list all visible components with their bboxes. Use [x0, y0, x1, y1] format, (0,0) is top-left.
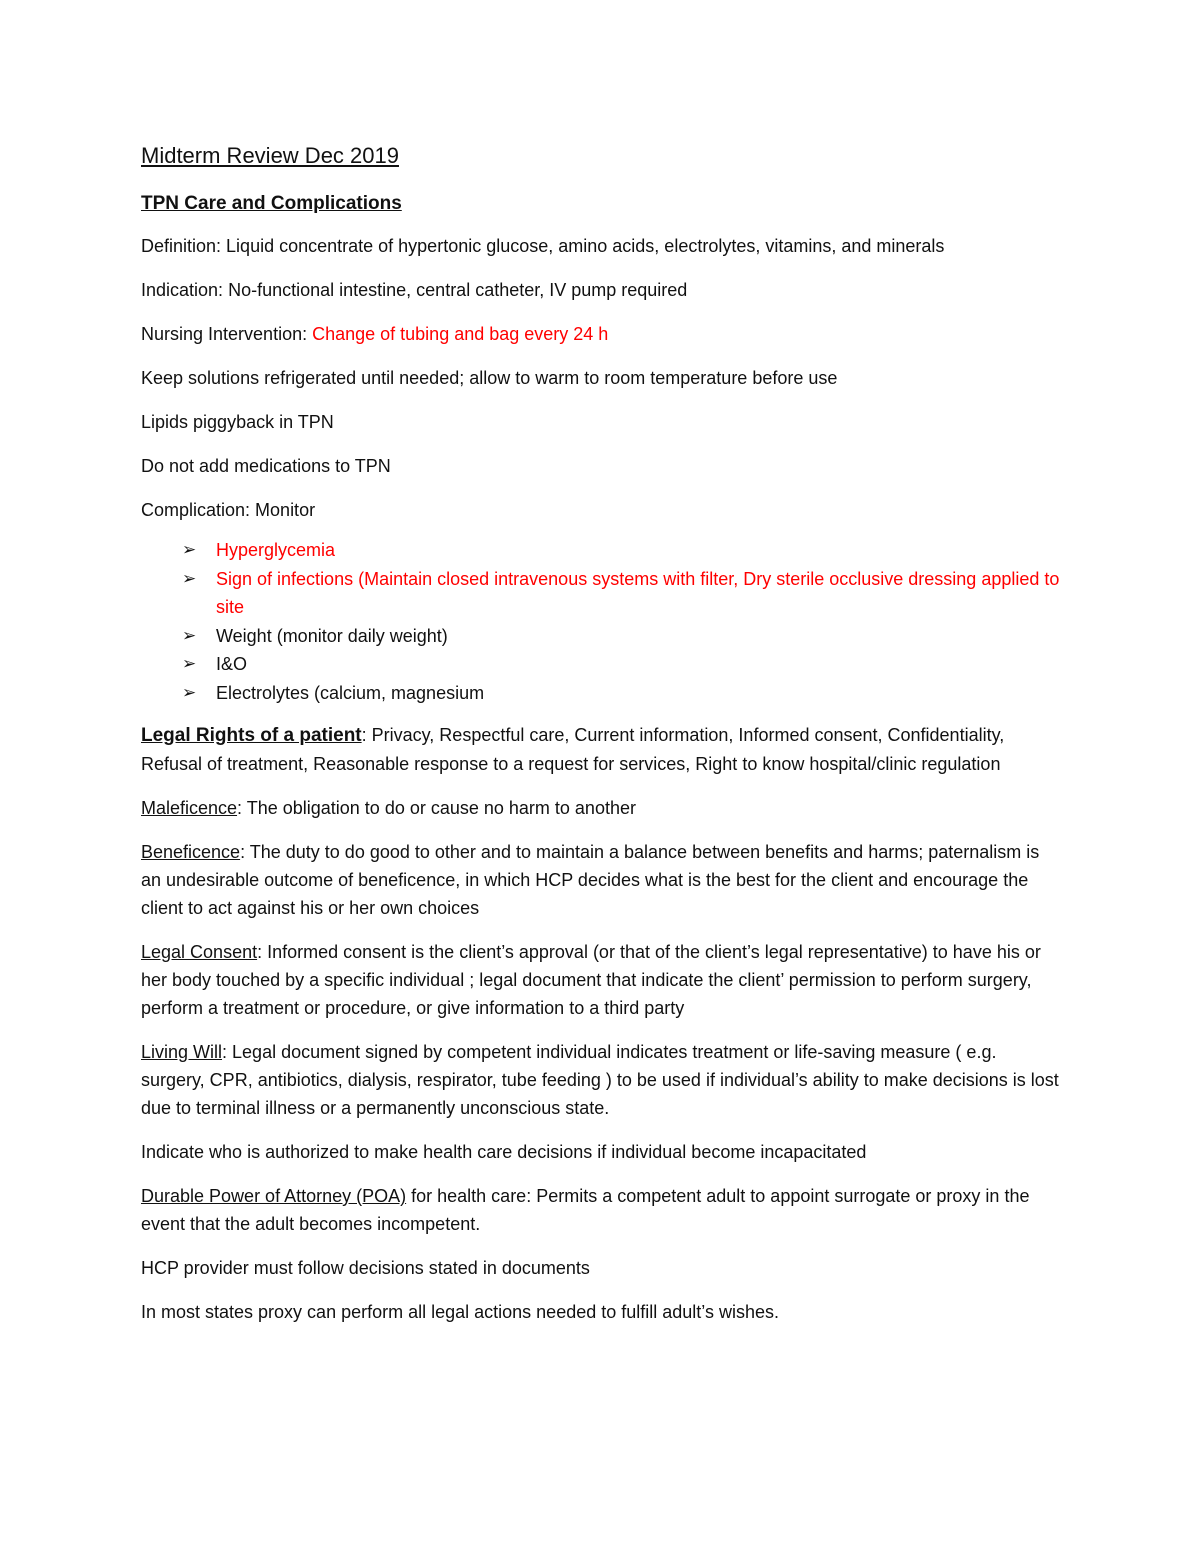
poa-label: Durable Power of Attorney (POA) [141, 1186, 407, 1206]
maleficence-text: : The obligation to do or cause no harm to another [237, 798, 636, 818]
proxy-line: In most states proxy can perform all legal actions needed to fulfill adult’s wishes. [141, 1302, 779, 1322]
living-will-paragraph [141, 1038, 1061, 1122]
indication-paragraph [141, 276, 1061, 304]
legal-consent-text: : Informed consent is the client’s approval (or that of the client’s legal representative) to have his or her body touched by a specific individual ; legal document that indicate the client’ permission to perform surgery, perform a treatment or procedure, or give information to a third party [141, 942, 1041, 1018]
indication-text: No-functional intestine, central catheter, IV pump required [223, 280, 688, 300]
arrow-bullet-icon: ➢ [182, 568, 197, 588]
living-will-label: Living Will [141, 1042, 223, 1062]
maleficence-paragraph [141, 794, 1061, 822]
legal-rights-label: Legal Rights of a patient [141, 725, 362, 746]
lipids-line: Lipids piggyback in TPN [141, 412, 334, 432]
living-will-text: : Legal document signed by competent individual indicates treatment or life-saving measure ( e.g. surgery, CPR, antibiotics, dialysis, respirator, tube feeding ) to be used if individual’s ability to make decisions is lost due to terminal illness or a permanently unconscious state. [141, 1042, 1059, 1118]
legal-consent-label: Legal Consent [141, 942, 258, 962]
complication-list [141, 536, 1061, 707]
nursing-intervention-text: Change of tubing and bag every 24 h [312, 324, 609, 344]
list-item: ➢ Hyperglycemia [141, 536, 1061, 565]
beneficence-text: : The duty to do good to other and to maintain a balance between benefits and harms; paternalism is an undesirable outcome of beneficence, in which HCP decides what is the best for the client and encourage the client to act against his or her own choices [141, 842, 1040, 918]
definition-text: Liquid concentrate of hypertonic glucose, amino acids, electrolytes, vitamins, and minerals [221, 236, 945, 256]
list-item: ➢ Electrolytes (calcium, magnesium [141, 679, 1061, 708]
definition-label: Definition: [141, 236, 222, 256]
arrow-bullet-icon: ➢ [182, 682, 197, 702]
list-item: ➢ Sign of infections (Maintain closed intravenous systems with filter, Dry sterile occlusive dressing applied to site [141, 565, 1061, 622]
document-content [141, 142, 1061, 1342]
arrow-bullet-icon: ➢ [182, 625, 197, 645]
section-heading-tpn: TPN Care and Complications [141, 193, 402, 214]
beneficence-label: Beneficence [141, 842, 241, 862]
definition-paragraph [141, 232, 1061, 260]
arrow-bullet-icon: ➢ [182, 654, 197, 673]
document-title: Midterm Review Dec 2019 [141, 143, 399, 168]
complication-line: Complication: Monitor [141, 500, 316, 520]
hcp-line: HCP provider must follow decisions stated in documents [141, 1258, 590, 1278]
list-item: ➢ Weight (monitor daily weight) [141, 622, 1061, 651]
refrigeration-line: Keep solutions refrigerated until needed; allow to warm to room temperature before use [141, 368, 838, 388]
legal-rights-text: : Privacy, Respectful care, Current information, Informed consent, Confidentiality, Refusal of treatment, Reasonable response to a request for services, Right to know hospital/clinic regulation [141, 725, 1005, 774]
legal-rights-paragraph [141, 721, 1061, 778]
arrow-bullet-icon: ➢ [182, 540, 197, 559]
beneficence-paragraph [141, 838, 1061, 922]
poa-text: for health care: Permits a competent adult to appoint surrogate or proxy in the event that the adult becomes incompetent. [141, 1186, 1030, 1234]
nursing-intervention-label: Nursing Intervention: [141, 324, 313, 344]
legal-consent-paragraph [141, 938, 1061, 1022]
indication-label: Indication: [141, 280, 224, 300]
indicate-line: Indicate who is authorized to make health care decisions if individual become incapacitated [141, 1142, 867, 1162]
list-item: ➢ I&O [141, 650, 1061, 679]
medications-line: Do not add medications to TPN [141, 456, 391, 476]
maleficence-label: Maleficence [141, 798, 238, 818]
nursing-intervention-paragraph [141, 320, 1061, 348]
poa-paragraph [141, 1182, 1061, 1238]
